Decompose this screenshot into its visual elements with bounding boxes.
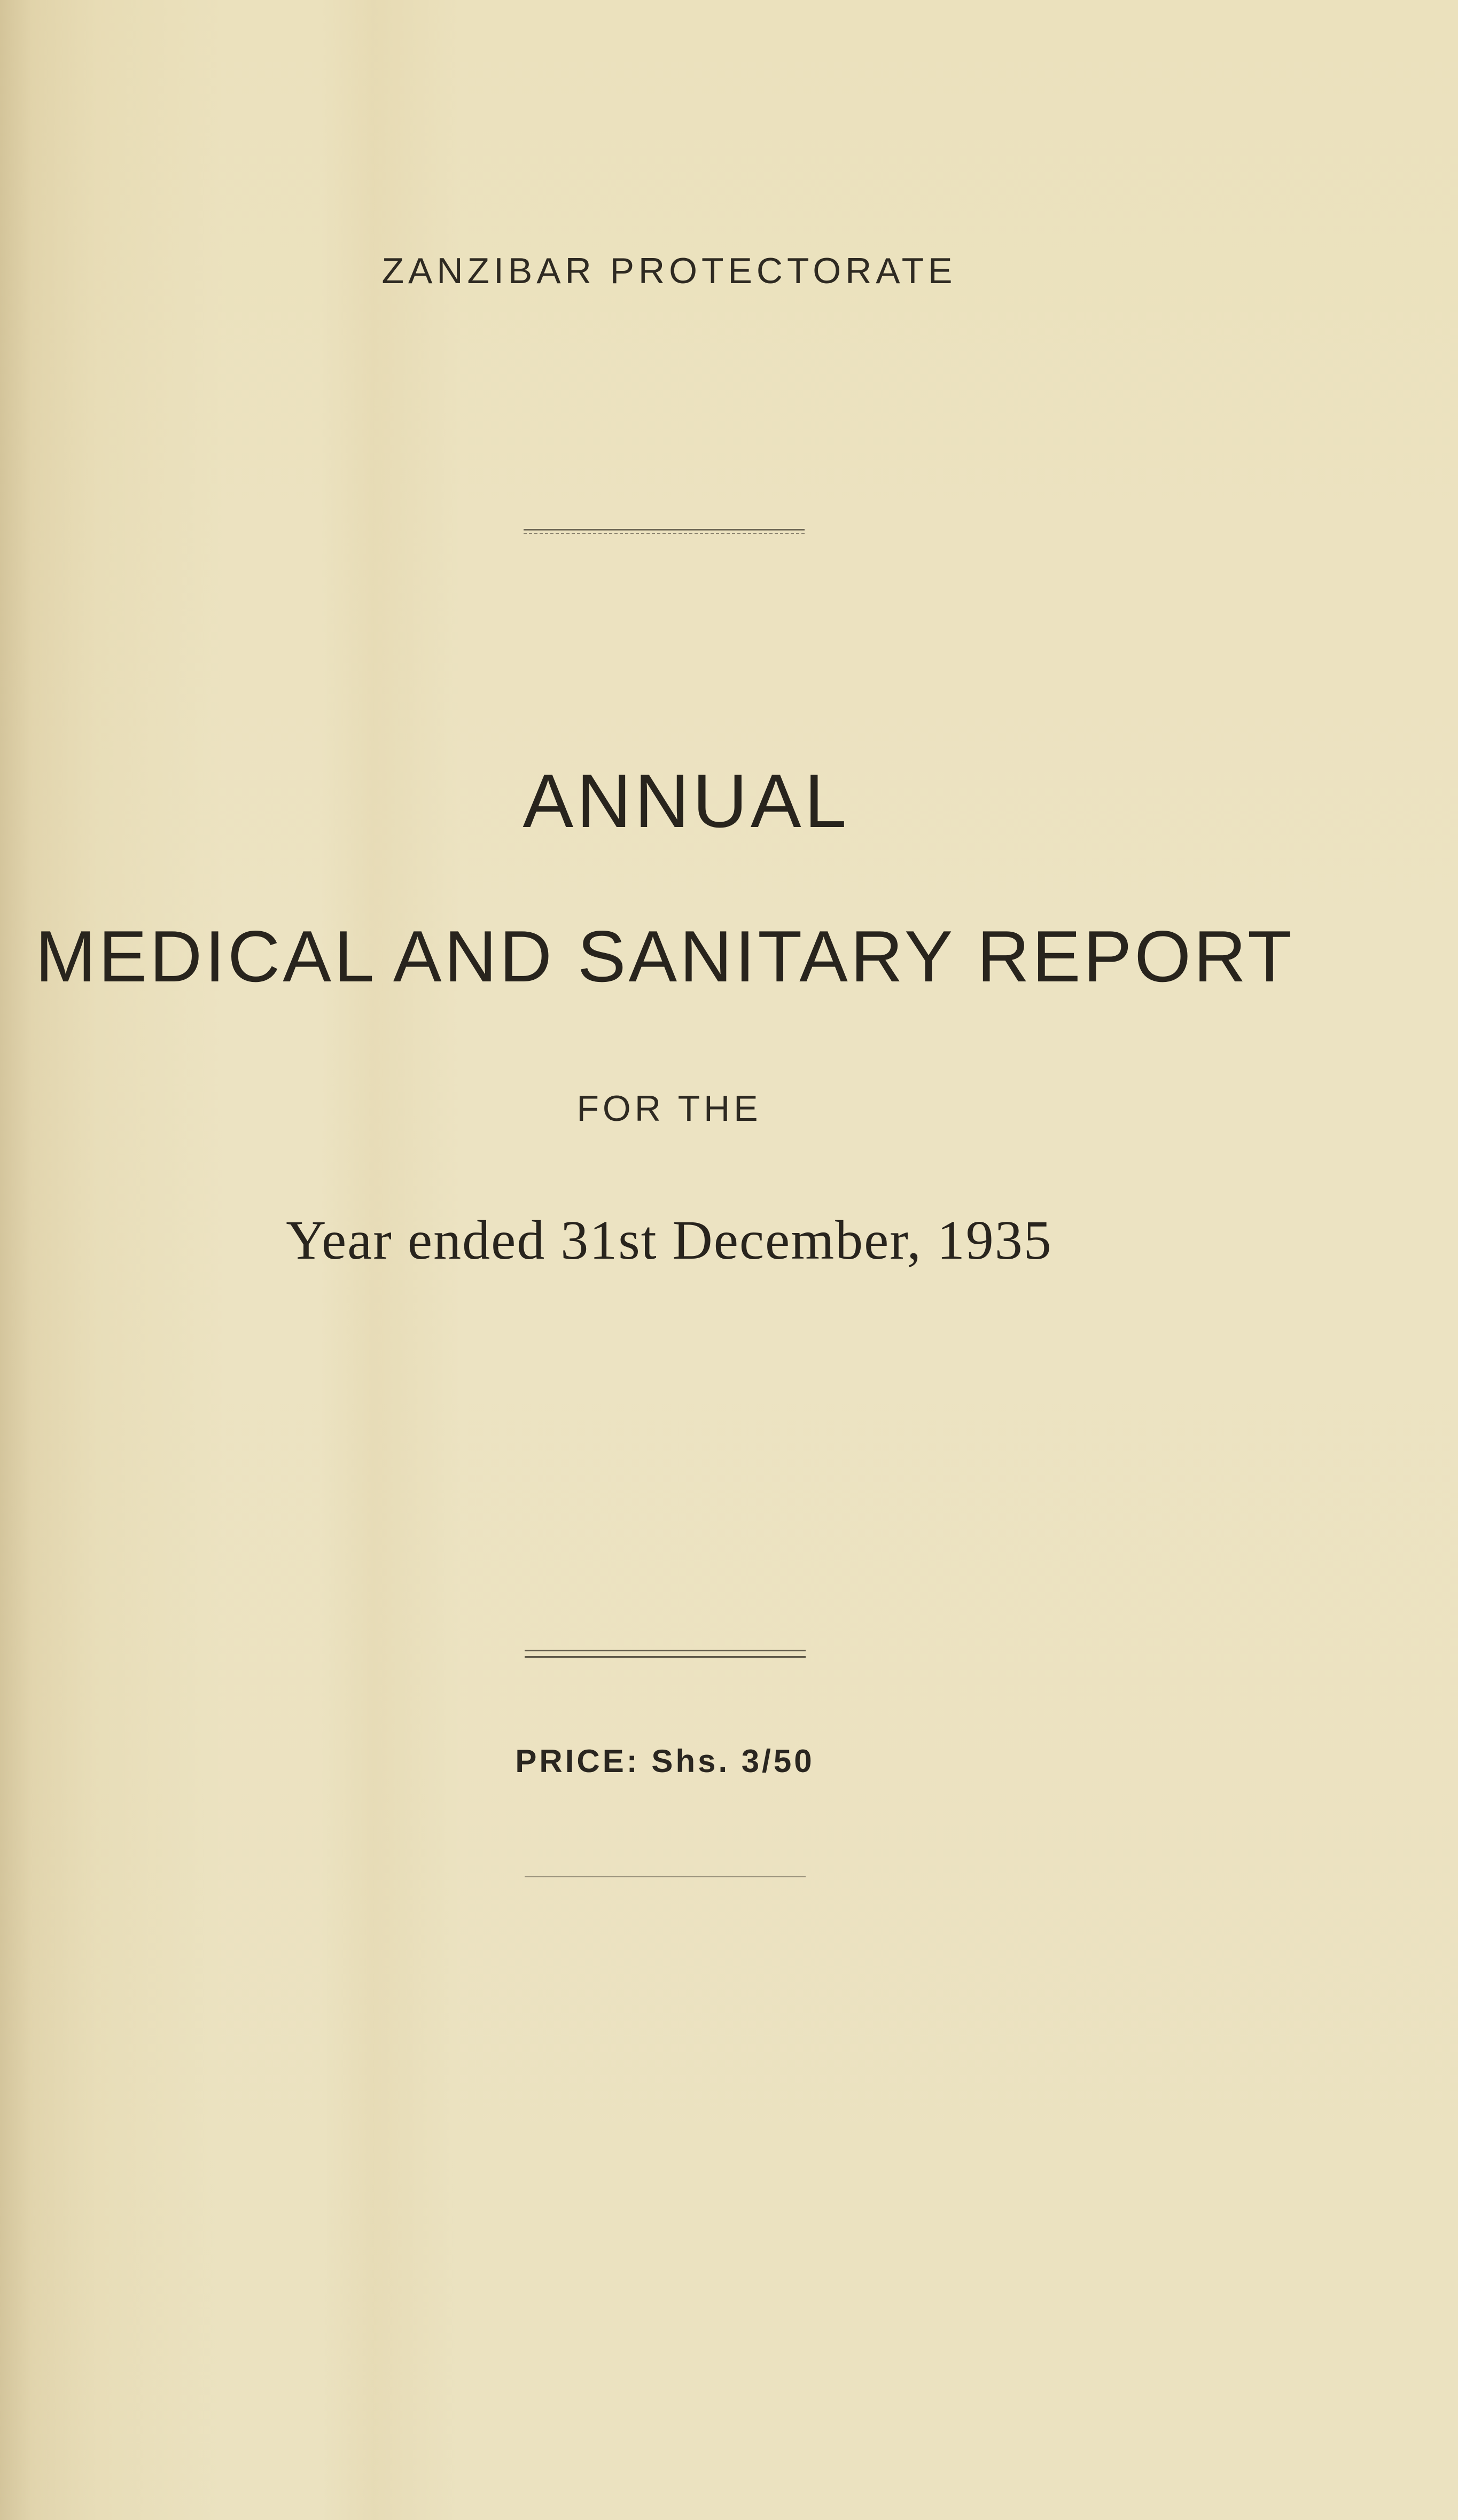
top-rule-dashed (524, 533, 805, 534)
title-annual: ANNUAL (523, 759, 850, 844)
report-period: Year ended 31st December, 1935 (286, 1210, 1052, 1271)
middle-rule-lower (525, 1656, 806, 1658)
price-label: PRICE: Shs. 3/50 (515, 1743, 815, 1779)
for-the-label: FOR THE (576, 1088, 762, 1129)
top-rule (524, 529, 805, 530)
protectorate-header: ZANZIBAR PROTECTORATE (381, 251, 957, 291)
middle-rule-upper (525, 1650, 806, 1651)
report-title: MEDICAL AND SANITARY REPORT (35, 916, 1295, 997)
bottom-rule (525, 1876, 806, 1877)
